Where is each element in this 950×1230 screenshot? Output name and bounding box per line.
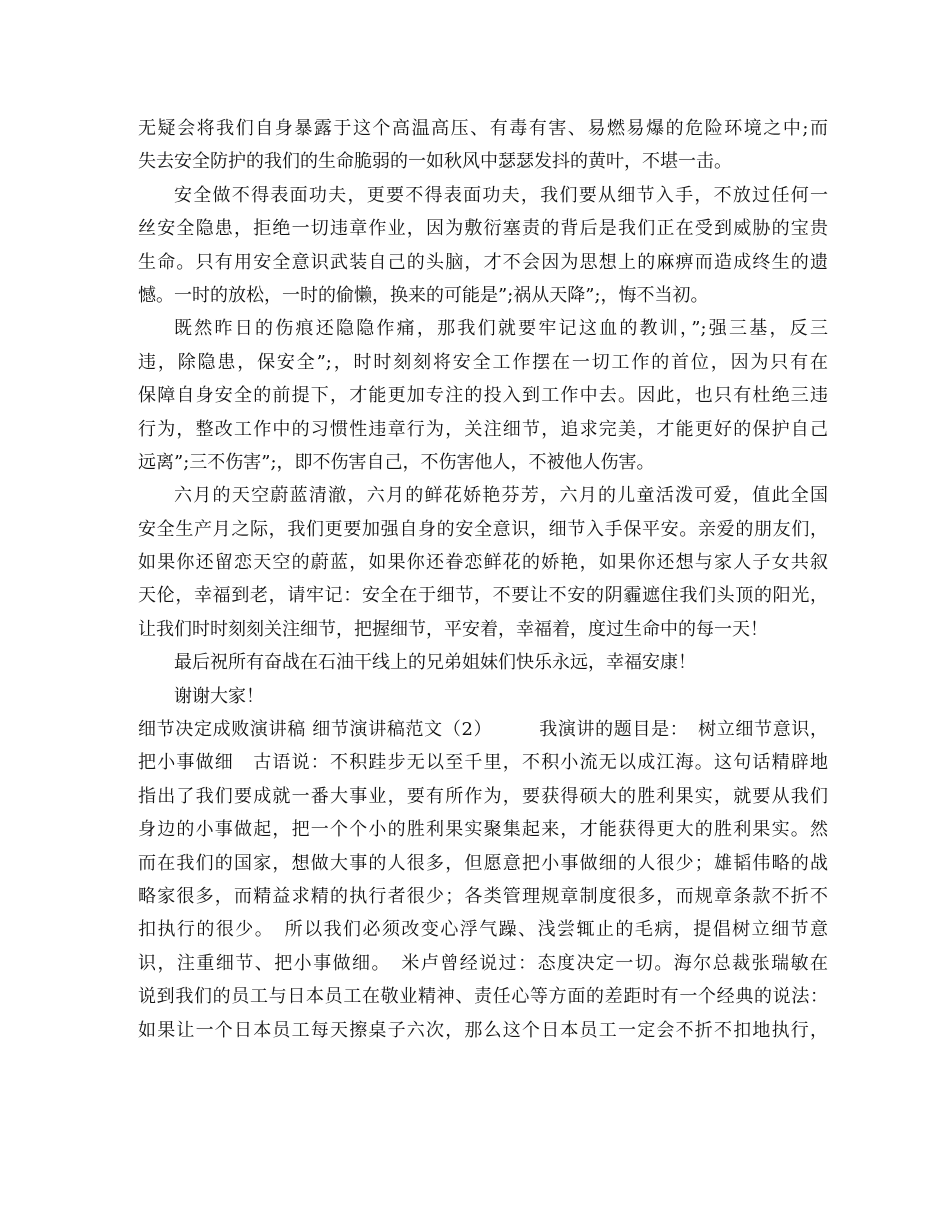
text-line: 憾。一时的放松，一时的偷懒，换来的可能是”;祸从天降”;，悔不当初。 bbox=[138, 284, 709, 306]
text-line: 说到我们的员工与日本员工在敬业精神、责任心等方面的差距时有一个经典的说法： bbox=[138, 986, 828, 1008]
text-line: 安全生产月之际，我们更要加强自身的安全意识，细节入手保平安。亲爱的朋友们， bbox=[138, 518, 828, 540]
text-line: 丝安全隐患，拒绝一切违章作业，因为敷衍塞责的背后是我们正在受到威胁的宝贵 bbox=[138, 218, 828, 240]
text-line: 指出了我们要成就一番大事业，要有所作为，要获得硕大的胜利果实，就要从我们 bbox=[138, 785, 828, 807]
text-line: 而在我们的国家，想做大事的人很多，但愿意把小事做细的人很少；雄韬伟略的战 bbox=[138, 852, 828, 874]
text-line: 失去安全防护的我们的生命脆弱的一如秋风中瑟瑟发抖的黄叶，不堪一击。 bbox=[138, 151, 732, 173]
text-line: 身边的小事做起，把一个个小的胜利果实聚集起来，才能获得更大的胜利果实。然 bbox=[138, 819, 828, 841]
text-line: 略家很多，而精益求精的执行者很少；各类管理规章制度很多，而规章条款不折不 bbox=[138, 885, 828, 907]
text-line: 远离”;三不伤害”;，即不伤害自己，不伤害他人，不被他人伤害。 bbox=[138, 451, 655, 473]
text-line: 扣执行的很少。 所以我们必须改变心浮气躁、浅尝辄止的毛病，提倡树立细节意 bbox=[138, 919, 828, 941]
text-line: 最后祝所有奋战在石油干线上的兄弟姐妹们快乐永远，幸福安康！ bbox=[174, 652, 696, 674]
text-line: 如果你还留恋天空的蔚蓝，如果你还眷恋鲜花的娇艳，如果你还想与家人子女共叙 bbox=[138, 552, 828, 574]
text-line: 生命。只有用安全意识武装自己的头脑，才不会因为思想上的麻痹而造成终生的遗 bbox=[138, 251, 828, 273]
text-line: 识，注重细节、把小事做细。 米卢曾经说过：态度决定一切。海尔总裁张瑞敏在 bbox=[138, 952, 828, 974]
text-line: 谢谢大家！ bbox=[174, 685, 264, 707]
text-line: 让我们时时刻刻关注细节，把握细节，平安着，幸福着，度过生命中的每一天！ bbox=[138, 618, 768, 640]
text-line: 行为，整改工作中的习惯性违章行为，关注细节，追求完美，才能更好的保护自己 bbox=[138, 418, 828, 440]
text-line: 六月的天空蔚蓝清澈，六月的鲜花娇艳芬芳，六月的儿童活泼可爱，值此全国 bbox=[174, 485, 828, 507]
text-line: 细节决定成败演讲稿 细节演讲稿范文（2） 我演讲的题目是： 树立细节意识， bbox=[138, 719, 828, 741]
text-line: 既然昨日的伤痕还隐隐作痛，那我们就要牢记这血的教训，”;强三基，反三 bbox=[174, 318, 828, 340]
text-line: 无疑会将我们自身暴露于这个高温高压、有毒有害、易燃易爆的危险环境之中;而 bbox=[138, 118, 828, 139]
text-line: 天伦，幸福到老，请牢记：安全在于细节，不要让不安的阴霾遮住我们头顶的阳光， bbox=[138, 585, 828, 607]
text-line: 把小事做细 古语说：不积跬步无以至千里，不积小流无以成江海。这句话精辟地 bbox=[138, 752, 828, 774]
text-line: 如果让一个日本员工每天擦桌子六次，那么这个日本员工一定会不折不扣地执行， bbox=[138, 1019, 828, 1041]
text-line: 保障自身安全的前提下，才能更加专注的投入到工作中去。因此，也只有杜绝三违 bbox=[138, 385, 828, 407]
text-line: 安全做不得表面功夫，更要不得表面功夫，我们要从细节入手，不放过任何一 bbox=[174, 184, 828, 206]
text-line: 违，除隐患，保安全”;，时时刻刻将安全工作摆在一切工作的首位，因为只有在 bbox=[138, 351, 828, 373]
document-body bbox=[138, 112, 828, 1047]
